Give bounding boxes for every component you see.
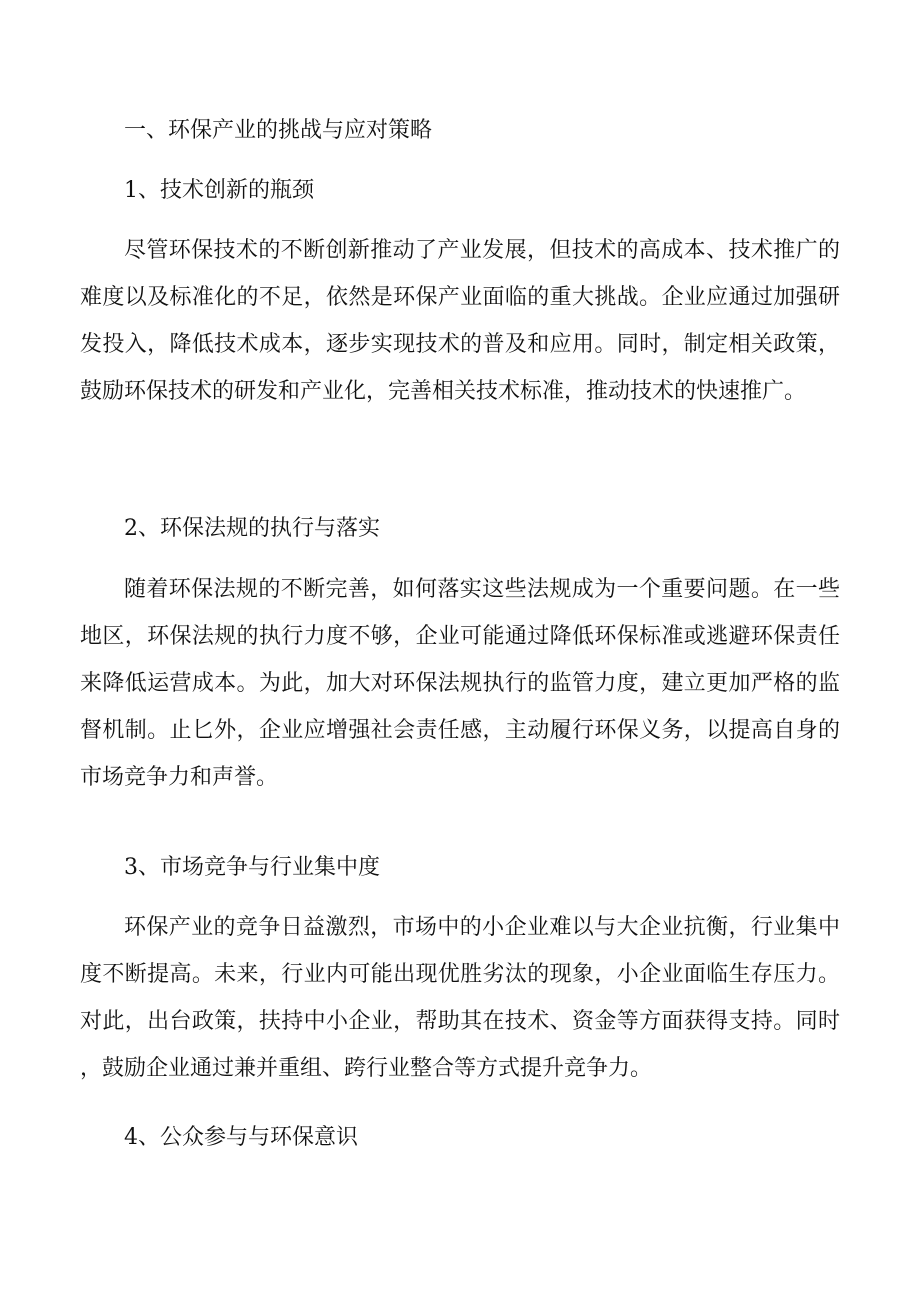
paragraph-1: 尽管环保技术的不断创新推动了产业发展，但技术的高成本、技术推广的难度以及标准化的不足，依然是环保产业面临的重大挑战。企业应通过加强研发投入，降低技术成本，逐步实现技术的普及和应用。同时，制定相关政策，鼓励环保技术的研发和产业化，完善相关技术标准，推动技术的快速推广。 (80, 238, 840, 404)
paragraph-2: 随着环保法规的不断完善，如何落实这些法规成为一个重要问题。在一些地区，环保法规的执行力度不够，企业可能通过降低环保标准或逃避环保责任来降低运营成本。为此，加大对环保法规执行的监管力度，建立更加严格的监督机制。止匕外，企业应增强社会责任感，主动履行环保义务，以提高自身的市场竞争力和声誉。 (80, 577, 840, 790)
paragraph-3: 环保产业的竞争日益激烈，市场中的小企业难以与大企业抗衡，行业集中度不断提高。未来，行业内可能出现优胜劣汰的现象，小企业面临生存压力。对此，出台政策，扶持中小企业，帮助其在技术、资金等方面获得支持。同时，鼓励企业通过兼并重组、跨行业整合等方式提升竞争力。 (80, 915, 840, 1081)
section-title: 一、环保产业的挑战与应对策略 (124, 118, 433, 143)
subsection-heading-3: 3、市场竞争与行业集中度 (124, 855, 380, 880)
subsection-heading-1: 1、技术创新的瓶颈 (124, 178, 314, 203)
subsection-heading-4: 4、公众参与与环保意识 (124, 1125, 358, 1150)
subsection-heading-2: 2、环保法规的执行与落实 (124, 516, 380, 541)
